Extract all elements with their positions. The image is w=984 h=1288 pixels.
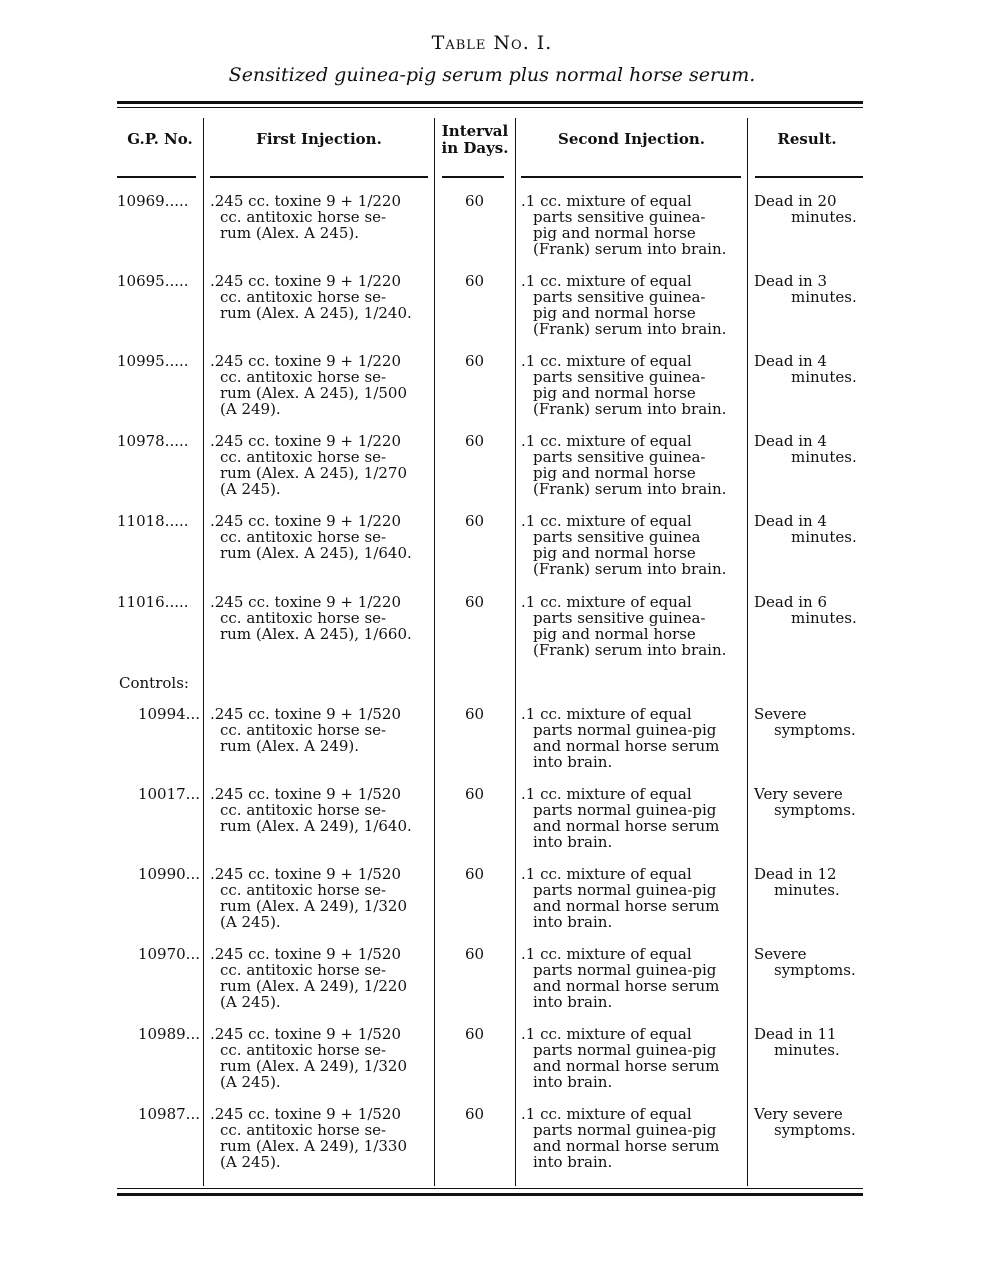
cell-line: pig and normal horse: [533, 464, 696, 482]
gp-number: 10695.....: [117, 272, 189, 290]
cell-line: parts normal guinea-pig: [533, 1121, 717, 1139]
cell-line: (Frank) serum into brain.: [533, 320, 727, 338]
first-injection-cell: [210, 193, 432, 241]
first-injection-cell: [210, 594, 432, 642]
cell-line: .245 cc. toxine 9 + 1/220: [210, 192, 402, 210]
first-injection-cell: [210, 513, 432, 561]
cell-line: and normal horse serum: [533, 1137, 720, 1155]
cell-line: .245 cc. toxine 9 + 1/520: [210, 865, 402, 883]
result-cell: [754, 433, 866, 465]
cell-line: .1 cc. mixture of equal: [521, 352, 692, 370]
cell-line: cc. antitoxic horse se-: [220, 208, 387, 226]
cell-line: cc. antitoxic horse se-: [220, 288, 387, 306]
second-injection-cell: [521, 353, 743, 417]
bottom-rule-thick: [117, 1193, 863, 1196]
cell-line: (A 249).: [220, 400, 281, 418]
cell-line: Dead in 12: [754, 865, 837, 883]
gp-number: 10989...: [137, 1025, 200, 1043]
result-cell: [754, 193, 866, 225]
second-injection-cell: [521, 706, 743, 770]
cell-line: and normal horse serum: [533, 817, 720, 835]
result-cell: [754, 1026, 866, 1058]
cell-line: (Frank) serum into brain.: [533, 240, 727, 258]
interval-days-cell: 60: [464, 432, 485, 450]
cell-line: .245 cc. toxine 9 + 1/520: [210, 705, 402, 723]
cell-line: into brain.: [533, 753, 613, 771]
cell-line: rum (Alex. A 249), 1/220: [220, 977, 408, 995]
second-injection-cell: [521, 193, 743, 257]
cell-line: cc. antitoxic horse se-: [220, 368, 387, 386]
cell-line: .1 cc. mixture of equal: [521, 705, 692, 723]
result-cell: [754, 273, 866, 305]
header-first-injection: First Injection.: [256, 130, 382, 148]
table-title: Table No. I.: [431, 32, 553, 54]
cell-line: (Frank) serum into brain.: [533, 480, 727, 498]
interval-days-cell: 60: [464, 352, 485, 370]
cell-line: .1 cc. mixture of equal: [521, 865, 692, 883]
header-result: Result.: [777, 130, 837, 148]
cell-line: Dead in 20: [754, 192, 837, 210]
cell-line: cc. antitoxic horse se-: [220, 1041, 387, 1059]
gp-number: 10995.....: [117, 352, 189, 370]
header-interval: [435, 123, 515, 157]
cell-line: parts sensitive guinea-: [533, 368, 706, 386]
cell-line: parts normal guinea-pig: [533, 961, 717, 979]
cell-line: .245 cc. toxine 9 + 1/520: [210, 1025, 402, 1043]
cell-line: (A 245).: [220, 993, 281, 1011]
second-injection-cell: [521, 594, 743, 658]
cell-line: parts sensitive guinea-: [533, 288, 706, 306]
first-injection-cell: [210, 946, 432, 1010]
cell-line: .245 cc. toxine 9 + 1/520: [210, 1105, 402, 1123]
cell-line: rum (Alex. A 249), 1/640.: [220, 817, 412, 835]
cell-line: Very severe: [754, 785, 843, 803]
cell-line: rum (Alex. A 245).: [220, 224, 360, 242]
cell-line: .1 cc. mixture of equal: [521, 785, 692, 803]
first-injection-cell: [210, 1106, 432, 1170]
second-injection-cell: [521, 273, 743, 337]
second-injection-cell: [521, 1106, 743, 1170]
cell-line: pig and normal horse: [533, 544, 696, 562]
cell-line: rum (Alex. A 245), 1/240.: [220, 304, 412, 322]
cell-line: and normal horse serum: [533, 737, 720, 755]
cell-line: rum (Alex. A 249).: [220, 737, 360, 755]
cell-line: cc. antitoxic horse se-: [220, 609, 387, 627]
cell-line: (A 245).: [220, 480, 281, 498]
top-rule-thin: [117, 107, 863, 108]
cell-line: cc. antitoxic horse se-: [220, 528, 387, 546]
cell-line: parts normal guinea-pig: [533, 801, 717, 819]
controls-label: Controls:: [119, 674, 189, 692]
cell-line: pig and normal horse: [533, 384, 696, 402]
gp-number: 10970...: [137, 945, 200, 963]
gp-number: 10017...: [137, 785, 200, 803]
cell-line: pig and normal horse: [533, 304, 696, 322]
cell-line: Dead in 4: [754, 352, 827, 370]
cell-line: .1 cc. mixture of equal: [521, 512, 692, 530]
first-injection-cell: [210, 706, 432, 754]
cell-line: (A 245).: [220, 913, 281, 931]
header-second-injection: Second Injection.: [558, 130, 705, 148]
cell-line: .245 cc. toxine 9 + 1/220: [210, 272, 402, 290]
interval-days-cell: 60: [464, 785, 485, 803]
header-underline-interval: [442, 176, 504, 178]
result-cell: [754, 866, 866, 898]
cell-line: .1 cc. mixture of equal: [521, 1105, 692, 1123]
cell-line: parts sensitive guinea-: [533, 208, 706, 226]
first-injection-cell: [210, 1026, 432, 1090]
cell-line: minutes.: [791, 208, 857, 226]
result-cell: [754, 513, 866, 545]
gp-number: 11016.....: [117, 593, 189, 611]
cell-line: symptoms.: [774, 961, 856, 979]
cell-line: into brain.: [533, 993, 613, 1011]
cell-line: rum (Alex. A 245), 1/500: [220, 384, 408, 402]
cell-line: into brain.: [533, 913, 613, 931]
interval-days-cell: 60: [464, 512, 485, 530]
column-divider-3: [515, 118, 516, 1186]
cell-line: Dead in 4: [754, 432, 827, 450]
cell-line: cc. antitoxic horse se-: [220, 1121, 387, 1139]
gp-number: 10994...: [137, 705, 200, 723]
cell-line: .1 cc. mixture of equal: [521, 272, 692, 290]
cell-line: parts sensitive guinea-: [533, 609, 706, 627]
result-cell: [754, 594, 866, 626]
cell-line: symptoms.: [774, 1121, 856, 1139]
interval-days-cell: 60: [464, 1105, 485, 1123]
cell-line: .245 cc. toxine 9 + 1/520: [210, 945, 402, 963]
cell-line: Very severe: [754, 1105, 843, 1123]
second-injection-cell: [521, 513, 743, 577]
second-injection-cell: [521, 946, 743, 1010]
result-cell: [754, 946, 866, 978]
column-divider-2: [434, 118, 435, 1186]
interval-days-cell: 60: [464, 1025, 485, 1043]
cell-line: minutes.: [791, 609, 857, 627]
cell-line: parts sensitive guinea: [533, 528, 701, 546]
gp-number: 10987...: [137, 1105, 200, 1123]
cell-line: rum (Alex. A 245), 1/270: [220, 464, 408, 482]
cell-line: cc. antitoxic horse se-: [220, 961, 387, 979]
cell-line: cc. antitoxic horse se-: [220, 881, 387, 899]
cell-line: .245 cc. toxine 9 + 1/220: [210, 352, 402, 370]
second-injection-cell: [521, 433, 743, 497]
second-injection-cell: [521, 1026, 743, 1090]
cell-line: Severe: [754, 705, 807, 723]
cell-line: cc. antitoxic horse se-: [220, 721, 387, 739]
cell-line: pig and normal horse: [533, 625, 696, 643]
cell-line: pig and normal horse: [533, 224, 696, 242]
gp-number: 11018.....: [117, 512, 189, 530]
cell-line: .1 cc. mixture of equal: [521, 432, 692, 450]
header-underline-gp: [117, 176, 196, 178]
cell-line: rum (Alex. A 249), 1/330: [220, 1137, 408, 1155]
result-cell: [754, 706, 866, 738]
cell-line: .1 cc. mixture of equal: [521, 945, 692, 963]
first-injection-cell: [210, 786, 432, 834]
cell-line: Dead in 6: [754, 593, 827, 611]
cell-line: rum (Alex. A 245), 1/640.: [220, 544, 412, 562]
cell-line: Severe: [754, 945, 807, 963]
cell-line: (A 245).: [220, 1073, 281, 1091]
cell-line: .1 cc. mixture of equal: [521, 593, 692, 611]
cell-line: .245 cc. toxine 9 + 1/220: [210, 512, 402, 530]
cell-line: and normal horse serum: [533, 977, 720, 995]
table-subtitle: Sensitized guinea-pig serum plus normal horse serum.: [228, 64, 756, 86]
bottom-rule-thin: [117, 1188, 863, 1189]
cell-line: (A 245).: [220, 1153, 281, 1171]
cell-line: .1 cc. mixture of equal: [521, 1025, 692, 1043]
cell-line: rum (Alex. A 245), 1/660.: [220, 625, 412, 643]
header-gp-no: G.P. No.: [127, 130, 193, 148]
cell-line: and normal horse serum: [533, 1057, 720, 1075]
header-interval-line-1: Interval: [441, 122, 509, 140]
first-injection-cell: [210, 866, 432, 930]
interval-days-cell: 60: [464, 945, 485, 963]
header-underline-second: [521, 176, 741, 178]
interval-days-cell: 60: [464, 593, 485, 611]
cell-line: cc. antitoxic horse se-: [220, 448, 387, 466]
cell-line: parts normal guinea-pig: [533, 1041, 717, 1059]
cell-line: minutes.: [791, 368, 857, 386]
header-interval-line-2: in Days.: [441, 139, 509, 157]
gp-number: 10978.....: [117, 432, 189, 450]
cell-line: minutes.: [774, 1041, 840, 1059]
interval-days-cell: 60: [464, 865, 485, 883]
cell-line: minutes.: [774, 881, 840, 899]
cell-line: Dead in 11: [754, 1025, 837, 1043]
cell-line: into brain.: [533, 1073, 613, 1091]
top-rule-thick: [117, 101, 863, 104]
cell-line: (Frank) serum into brain.: [533, 400, 727, 418]
cell-line: symptoms.: [774, 801, 856, 819]
cell-line: minutes.: [791, 528, 857, 546]
cell-line: minutes.: [791, 448, 857, 466]
cell-line: symptoms.: [774, 721, 856, 739]
interval-days-cell: 60: [464, 705, 485, 723]
cell-line: Dead in 3: [754, 272, 827, 290]
cell-line: .1 cc. mixture of equal: [521, 192, 692, 210]
gp-number: 10990...: [137, 865, 200, 883]
cell-line: parts sensitive guinea-: [533, 448, 706, 466]
first-injection-cell: [210, 273, 432, 321]
second-injection-cell: [521, 786, 743, 850]
cell-line: parts normal guinea-pig: [533, 881, 717, 899]
interval-days-cell: 60: [464, 192, 485, 210]
cell-line: (Frank) serum into brain.: [533, 560, 727, 578]
first-injection-cell: [210, 353, 432, 417]
cell-line: .245 cc. toxine 9 + 1/220: [210, 432, 402, 450]
cell-line: rum (Alex. A 249), 1/320: [220, 1057, 408, 1075]
header-underline-first: [210, 176, 428, 178]
cell-line: rum (Alex. A 249), 1/320: [220, 897, 408, 915]
second-injection-cell: [521, 866, 743, 930]
cell-line: into brain.: [533, 1153, 613, 1171]
cell-line: minutes.: [791, 288, 857, 306]
cell-line: and normal horse serum: [533, 897, 720, 915]
result-cell: [754, 1106, 866, 1138]
cell-line: Dead in 4: [754, 512, 827, 530]
column-divider-1: [203, 118, 204, 1186]
first-injection-cell: [210, 433, 432, 497]
cell-line: parts normal guinea-pig: [533, 721, 717, 739]
cell-line: .245 cc. toxine 9 + 1/220: [210, 593, 402, 611]
cell-line: .245 cc. toxine 9 + 1/520: [210, 785, 402, 803]
result-cell: [754, 353, 866, 385]
cell-line: (Frank) serum into brain.: [533, 641, 727, 659]
cell-line: cc. antitoxic horse se-: [220, 801, 387, 819]
interval-days-cell: 60: [464, 272, 485, 290]
result-cell: [754, 786, 866, 818]
header-underline-result: [755, 176, 863, 178]
cell-line: into brain.: [533, 833, 613, 851]
gp-number: 10969.....: [117, 192, 189, 210]
column-divider-4: [747, 118, 748, 1186]
